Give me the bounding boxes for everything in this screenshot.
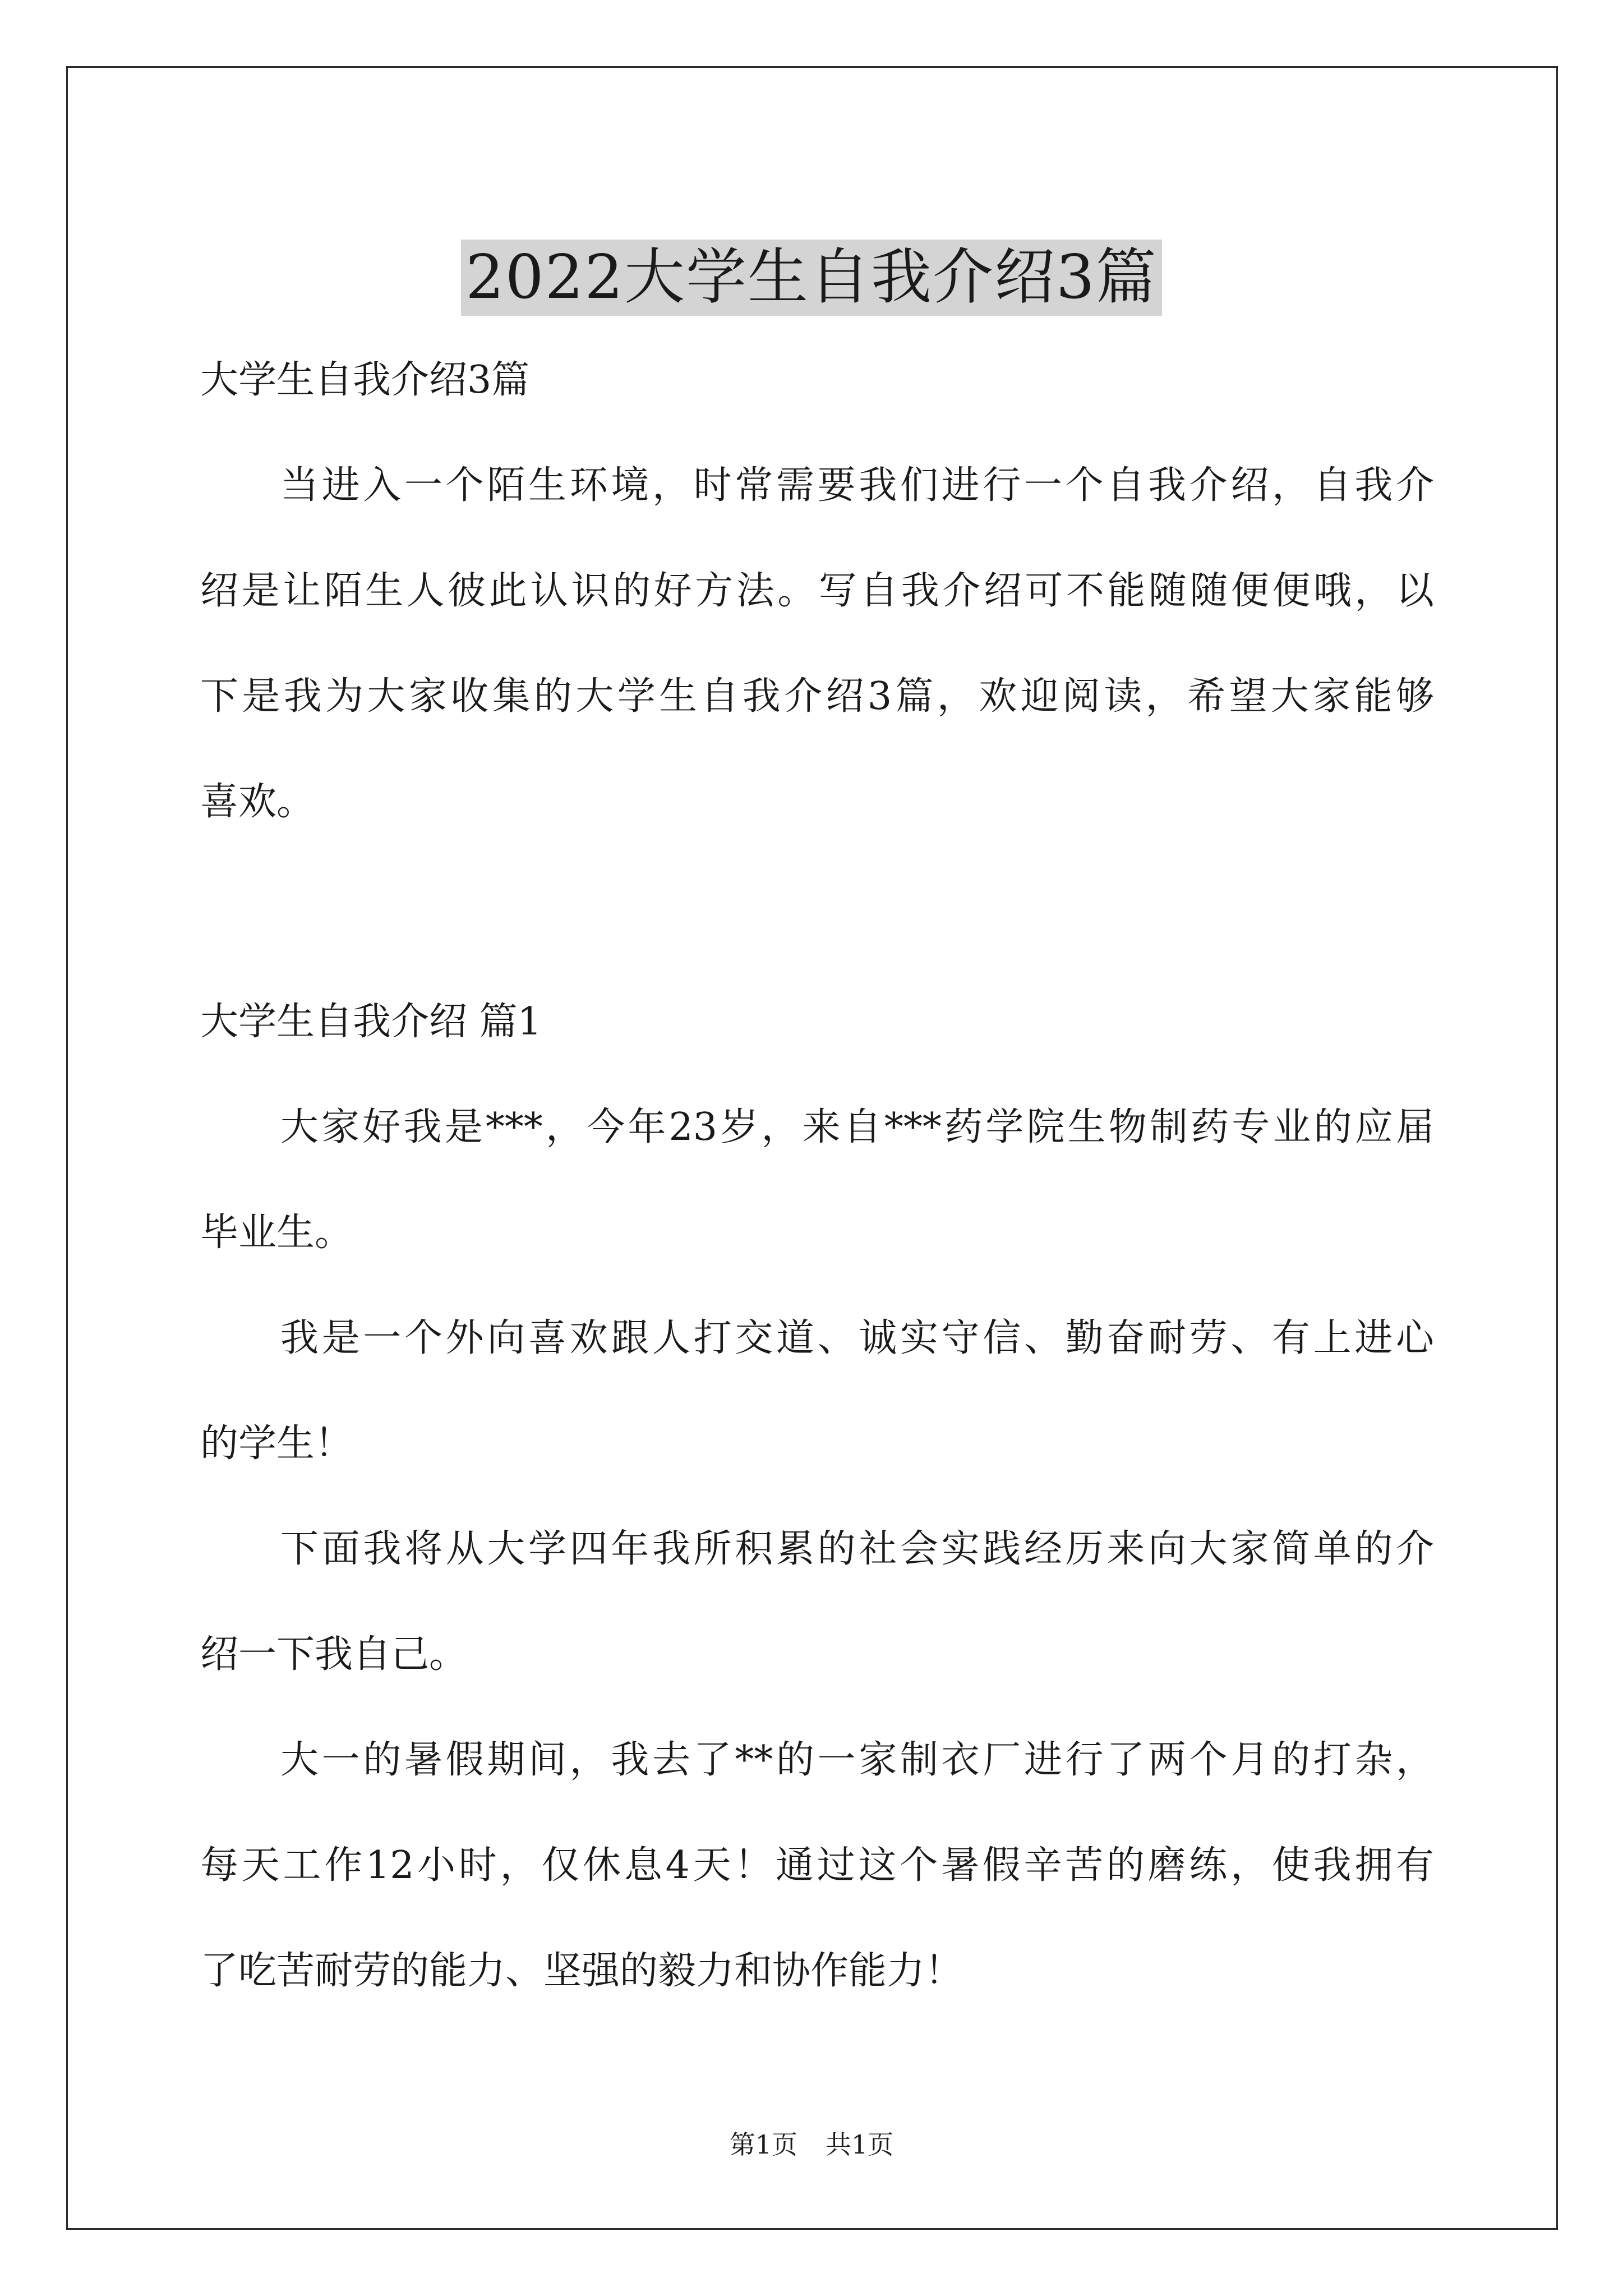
section-line-5: 下面我将从大学四年我所积累的社会实践经历来向大家简单的介 — [280, 1527, 1434, 1571]
title-container — [0, 199, 1623, 357]
document-title: 2022大学生自我介绍3篇 — [461, 240, 1162, 316]
section-line-1: 大家好我是***，今年23岁，来自***药学院生物制药专业的应届 — [280, 1105, 1434, 1149]
section-line-9: 了吃苦耐劳的能力、坚强的毅力和协作能力！ — [200, 1949, 963, 1993]
page-number: 第1页 — [729, 2129, 797, 2160]
intro-line-2: 绍是让陌生人彼此认识的好方法。写自我介绍可不能随随便便哦，以 — [200, 569, 1434, 613]
intro-line-1: 当进入一个陌生环境，时常需要我们进行一个自我介绍，自我介 — [280, 463, 1434, 508]
page-total: 共1页 — [826, 2129, 894, 2160]
section-line-2: 毕业生。 — [200, 1211, 353, 1255]
intro-line-3: 下是我为大家收集的大学生自我介绍3篇，欢迎阅读，希望大家能够 — [200, 674, 1434, 719]
document-subtitle: 大学生自我介绍3篇 — [200, 358, 530, 402]
section-heading: 大学生自我介绍 篇1 — [200, 1000, 542, 1044]
section-line-4: 的学生！ — [200, 1421, 353, 1466]
section-line-7: 大一的暑假期间，我去了**的一家制衣厂进行了两个月的打杂， — [280, 1738, 1434, 1782]
page-footer — [0, 2129, 1623, 2160]
section-line-8: 每天工作12小时，仅休息4天！通过这个暑假辛苦的磨练，使我拥有 — [200, 1843, 1434, 1888]
intro-line-4: 喜欢。 — [200, 780, 315, 824]
section-line-3: 我是一个外向喜欢跟人打交道、诚实守信、勤奋耐劳、有上进心 — [280, 1316, 1434, 1360]
section-line-6: 绍一下我自己。 — [200, 1632, 468, 1677]
